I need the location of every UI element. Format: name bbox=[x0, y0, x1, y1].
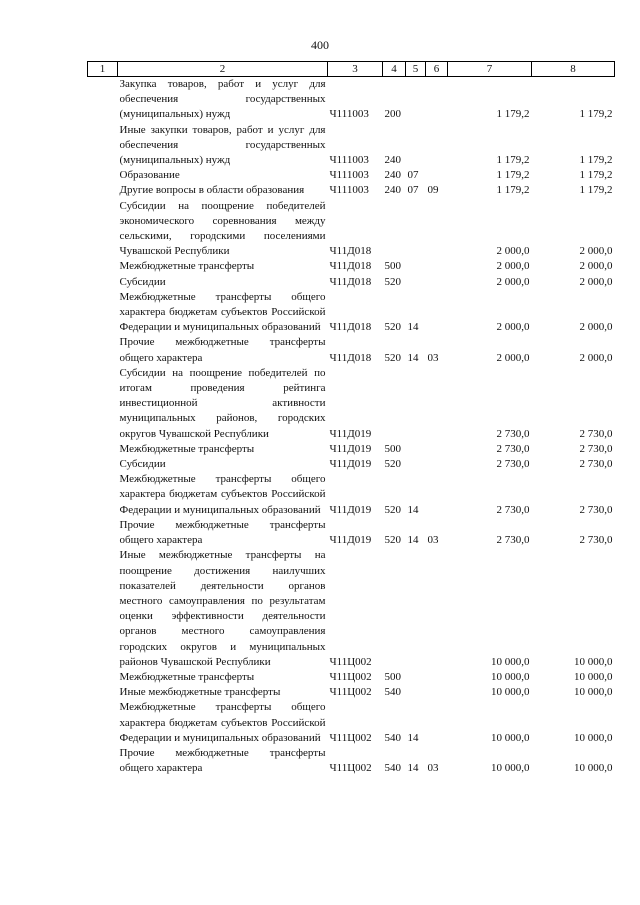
amount-year2-cell: 10 000,0 bbox=[574, 670, 613, 683]
section-cell: 14 bbox=[407, 321, 419, 334]
expense-type-cell: 500 bbox=[384, 442, 401, 455]
target-code-cell: Ч11Д018 bbox=[329, 351, 372, 364]
target-code-cell: Ч111003 bbox=[329, 184, 369, 197]
target-code-cell: Ч11Д019 bbox=[329, 442, 372, 455]
row-number-cell bbox=[88, 183, 118, 198]
header-col-1: 1 bbox=[88, 62, 118, 77]
subsection-cell bbox=[426, 199, 448, 260]
row-number-cell bbox=[88, 290, 118, 336]
description-cell: Образование bbox=[119, 169, 180, 182]
table-row bbox=[88, 290, 615, 336]
target-code-cell: Ч11Ц002 bbox=[329, 655, 372, 668]
description-cell: Межбюджетные трансферты bbox=[119, 442, 255, 455]
amount-year2-cell: 2 000,0 bbox=[579, 321, 613, 334]
table-row bbox=[88, 442, 615, 457]
table-row bbox=[88, 548, 615, 670]
description-cell: Прочие межбюджетные трансферты общего характера bbox=[119, 336, 326, 364]
expense-type-cell bbox=[383, 366, 406, 442]
description-cell: Иные межбюджетные трансферты на поощрение достижения наилучших показателей деятельности органов местного самоуправления по результатам оценки эффективности деятельности органов местного самоуправления городских округов и муниципальных районов Чувашской Республики bbox=[119, 549, 326, 668]
expense-type-cell: 520 bbox=[384, 275, 401, 288]
amount-year2-cell: 10 000,0 bbox=[574, 655, 613, 668]
subsection-cell bbox=[426, 457, 448, 472]
expense-type-cell bbox=[383, 199, 406, 260]
subsection-cell bbox=[426, 168, 448, 183]
description-cell: Межбюджетные трансферты bbox=[119, 670, 255, 683]
row-number-cell bbox=[88, 472, 118, 518]
row-number-cell bbox=[88, 685, 118, 700]
subsection-cell bbox=[426, 123, 448, 169]
amount-year1-cell: 10 000,0 bbox=[491, 670, 530, 683]
row-number-cell bbox=[88, 275, 118, 290]
target-code-cell: Ч11Ц002 bbox=[329, 670, 372, 683]
amount-year2-cell: 2 730,0 bbox=[579, 427, 613, 440]
table-row bbox=[88, 700, 615, 746]
subsection-cell bbox=[426, 442, 448, 457]
row-number-cell bbox=[88, 168, 118, 183]
row-number-cell bbox=[88, 259, 118, 274]
amount-year2-cell: 1 179,2 bbox=[579, 154, 613, 167]
subsection-cell bbox=[426, 275, 448, 290]
subsection-cell bbox=[426, 670, 448, 685]
row-number-cell bbox=[88, 199, 118, 260]
amount-year1-cell: 2 000,0 bbox=[496, 321, 530, 334]
section-cell: 14 bbox=[407, 503, 419, 516]
amount-year1-cell: 2 000,0 bbox=[496, 245, 530, 258]
row-number-cell bbox=[88, 746, 118, 776]
table-row bbox=[88, 670, 615, 685]
amount-year2-cell: 10 000,0 bbox=[574, 731, 613, 744]
amount-year1-cell: 2 730,0 bbox=[496, 503, 530, 516]
expense-type-cell: 520 bbox=[384, 503, 401, 516]
table-row bbox=[88, 366, 615, 442]
subsection-cell bbox=[426, 259, 448, 274]
row-number-cell bbox=[88, 518, 118, 548]
subsection-cell bbox=[426, 700, 448, 746]
row-number-cell bbox=[88, 123, 118, 169]
amount-year1-cell: 10 000,0 bbox=[491, 731, 530, 744]
amount-year2-cell: 1 179,2 bbox=[579, 108, 613, 121]
description-cell: Другие вопросы в области образования bbox=[119, 184, 305, 197]
expense-type-cell: 520 bbox=[384, 351, 401, 364]
target-code-cell: Ч11Ц002 bbox=[329, 686, 372, 699]
section-cell bbox=[406, 442, 426, 457]
table-row bbox=[88, 518, 615, 548]
expense-type-cell: 520 bbox=[384, 321, 401, 334]
target-code-cell: Ч11Д019 bbox=[329, 458, 372, 471]
amount-year1-cell: 2 730,0 bbox=[496, 534, 530, 547]
description-cell: Межбюджетные трансферты общего характера бюджетам субъектов Российской Федерации и муниципальных образований bbox=[119, 290, 326, 334]
row-number-cell bbox=[88, 77, 118, 123]
expense-type-cell: 520 bbox=[384, 534, 401, 547]
amount-year1-cell: 1 179,2 bbox=[496, 169, 530, 182]
description-cell: Прочие межбюджетные трансферты общего характера bbox=[119, 746, 326, 775]
header-col-4: 4 bbox=[383, 62, 406, 77]
table-header bbox=[88, 62, 615, 77]
expense-type-cell: 240 bbox=[384, 169, 401, 182]
table-row bbox=[88, 123, 615, 169]
table-body bbox=[88, 77, 615, 777]
amount-year2-cell: 2 000,0 bbox=[579, 351, 613, 364]
table-row bbox=[88, 746, 615, 776]
amount-year1-cell: 2 000,0 bbox=[496, 260, 530, 273]
table-row bbox=[88, 457, 615, 472]
row-number-cell bbox=[88, 335, 118, 365]
header-col-8: 8 bbox=[532, 62, 615, 77]
table-row bbox=[88, 472, 615, 518]
target-code-cell: Ч11Ц002 bbox=[329, 731, 372, 744]
description-cell: Межбюджетные трансферты общего характера бюджетам субъектов Российской Федерации и муниципальных образований bbox=[119, 701, 326, 744]
section-cell bbox=[406, 77, 426, 123]
amount-year2-cell: 2 000,0 bbox=[579, 245, 613, 258]
section-cell: 14 bbox=[407, 351, 419, 364]
section-cell: 14 bbox=[407, 731, 419, 744]
target-code-cell: Ч11Д018 bbox=[329, 260, 372, 273]
row-number-cell bbox=[88, 548, 118, 670]
amount-year2-cell: 2 000,0 bbox=[579, 260, 613, 273]
expense-type-cell: 540 bbox=[384, 731, 401, 744]
header-col-3: 3 bbox=[328, 62, 383, 77]
expense-type-cell bbox=[383, 548, 406, 670]
target-code-cell: Ч111003 bbox=[329, 154, 369, 167]
amount-year2-cell: 2 000,0 bbox=[579, 275, 613, 288]
subsection-cell bbox=[426, 548, 448, 670]
table-row bbox=[88, 259, 615, 274]
description-cell: Иные закупки товаров, работ и услуг для обеспечения государственных (муниципальных) нужд bbox=[119, 123, 326, 167]
amount-year2-cell: 2 730,0 bbox=[579, 442, 613, 455]
amount-year1-cell: 2 000,0 bbox=[496, 351, 530, 364]
expense-type-cell: 240 bbox=[384, 184, 401, 197]
header-col-6: 6 bbox=[426, 62, 448, 77]
table-row bbox=[88, 335, 615, 365]
section-cell bbox=[406, 685, 426, 700]
table-row bbox=[88, 168, 615, 183]
amount-year1-cell: 1 179,2 bbox=[496, 108, 530, 121]
description-cell: Субсидии на поощрение победителей экономического соревнования между сельскими, городскими поселениями Чувашской Республики bbox=[119, 199, 326, 258]
amount-year2-cell: 2 730,0 bbox=[579, 458, 613, 471]
section-cell bbox=[406, 259, 426, 274]
target-code-cell: Ч11Д018 bbox=[329, 245, 372, 258]
row-number-cell bbox=[88, 366, 118, 442]
amount-year2-cell: 10 000,0 bbox=[574, 686, 613, 699]
section-cell: 14 bbox=[407, 762, 419, 775]
subsection-cell bbox=[426, 472, 448, 518]
row-number-cell bbox=[88, 442, 118, 457]
amount-year2-cell: 1 179,2 bbox=[579, 169, 613, 182]
row-number-cell bbox=[88, 457, 118, 472]
expense-type-cell: 540 bbox=[384, 686, 401, 699]
subsection-cell: 03 bbox=[427, 762, 439, 775]
description-cell: Межбюджетные трансферты общего характера бюджетам субъектов Российской Федерации и муниципальных образований bbox=[119, 473, 326, 516]
target-code-cell: Ч11Д019 bbox=[329, 427, 372, 440]
description-cell: Субсидии bbox=[119, 458, 166, 471]
table-row bbox=[88, 275, 615, 290]
table-row bbox=[88, 685, 615, 700]
subsection-cell: 03 bbox=[427, 534, 439, 547]
expense-type-cell: 200 bbox=[384, 108, 401, 121]
header-col-7: 7 bbox=[448, 62, 532, 77]
amount-year1-cell: 2 000,0 bbox=[496, 275, 530, 288]
section-cell bbox=[406, 199, 426, 260]
section-cell bbox=[406, 275, 426, 290]
description-cell: Прочие межбюджетные трансферты общего характера bbox=[119, 518, 326, 547]
subsection-cell: 03 bbox=[427, 351, 439, 364]
table-row bbox=[88, 199, 615, 260]
section-cell bbox=[406, 670, 426, 685]
header-col-2: 2 bbox=[118, 62, 328, 77]
section-cell bbox=[406, 457, 426, 472]
expense-type-cell: 520 bbox=[384, 458, 401, 471]
target-code-cell: Ч11Д018 bbox=[329, 275, 372, 288]
subsection-cell bbox=[426, 77, 448, 123]
amount-year2-cell: 2 730,0 bbox=[579, 534, 613, 547]
amount-year1-cell: 1 179,2 bbox=[496, 184, 530, 197]
header-col-5: 5 bbox=[406, 62, 426, 77]
description-cell: Межбюджетные трансферты bbox=[119, 260, 255, 273]
table-row bbox=[88, 77, 615, 123]
page-number: 400 bbox=[311, 38, 329, 52]
row-number-cell bbox=[88, 670, 118, 685]
amount-year1-cell: 2 730,0 bbox=[496, 458, 530, 471]
target-code-cell: Ч11Д019 bbox=[329, 503, 372, 516]
amount-year2-cell: 10 000,0 bbox=[574, 762, 613, 775]
table-row bbox=[88, 183, 615, 198]
description-cell: Субсидии на поощрение победителей по итогам проведения рейтинга инвестиционной активности муниципальных районов, городских округов Чувашской Республики bbox=[119, 366, 326, 440]
amount-year1-cell: 2 730,0 bbox=[496, 427, 530, 440]
description-cell: Иные межбюджетные трансферты bbox=[119, 686, 281, 699]
target-code-cell: Ч111003 bbox=[329, 169, 369, 182]
expense-type-cell: 540 bbox=[384, 762, 401, 775]
amount-year1-cell: 1 179,2 bbox=[496, 154, 530, 167]
description-cell: Закупка товаров, работ и услуг для обеспечения государственных (муниципальных) нужд bbox=[119, 78, 326, 121]
subsection-cell bbox=[426, 685, 448, 700]
subsection-cell: 09 bbox=[427, 184, 439, 197]
amount-year1-cell: 10 000,0 bbox=[491, 686, 530, 699]
section-cell: 07 bbox=[407, 169, 419, 182]
row-number-cell bbox=[88, 700, 118, 746]
amount-year1-cell: 10 000,0 bbox=[491, 762, 530, 775]
expense-type-cell: 500 bbox=[384, 260, 401, 273]
section-cell: 07 bbox=[407, 184, 419, 197]
section-cell bbox=[406, 123, 426, 169]
expense-type-cell: 500 bbox=[384, 670, 401, 683]
subsection-cell bbox=[426, 290, 448, 336]
target-code-cell: Ч11Д018 bbox=[329, 321, 372, 334]
target-code-cell: Ч11Ц002 bbox=[329, 762, 372, 775]
section-cell: 14 bbox=[407, 534, 419, 547]
section-cell bbox=[406, 366, 426, 442]
target-code-cell: Ч11Д019 bbox=[329, 534, 372, 547]
header-row bbox=[88, 62, 615, 77]
section-cell bbox=[406, 548, 426, 670]
expense-type-cell: 240 bbox=[384, 154, 401, 167]
subsection-cell bbox=[426, 366, 448, 442]
amount-year2-cell: 1 179,2 bbox=[579, 184, 613, 197]
target-code-cell: Ч111003 bbox=[329, 108, 369, 121]
amount-year1-cell: 2 730,0 bbox=[496, 442, 530, 455]
amount-year2-cell: 2 730,0 bbox=[579, 503, 613, 516]
amount-year1-cell: 10 000,0 bbox=[491, 655, 530, 668]
description-cell: Субсидии bbox=[119, 275, 166, 288]
budget-table bbox=[87, 61, 615, 776]
